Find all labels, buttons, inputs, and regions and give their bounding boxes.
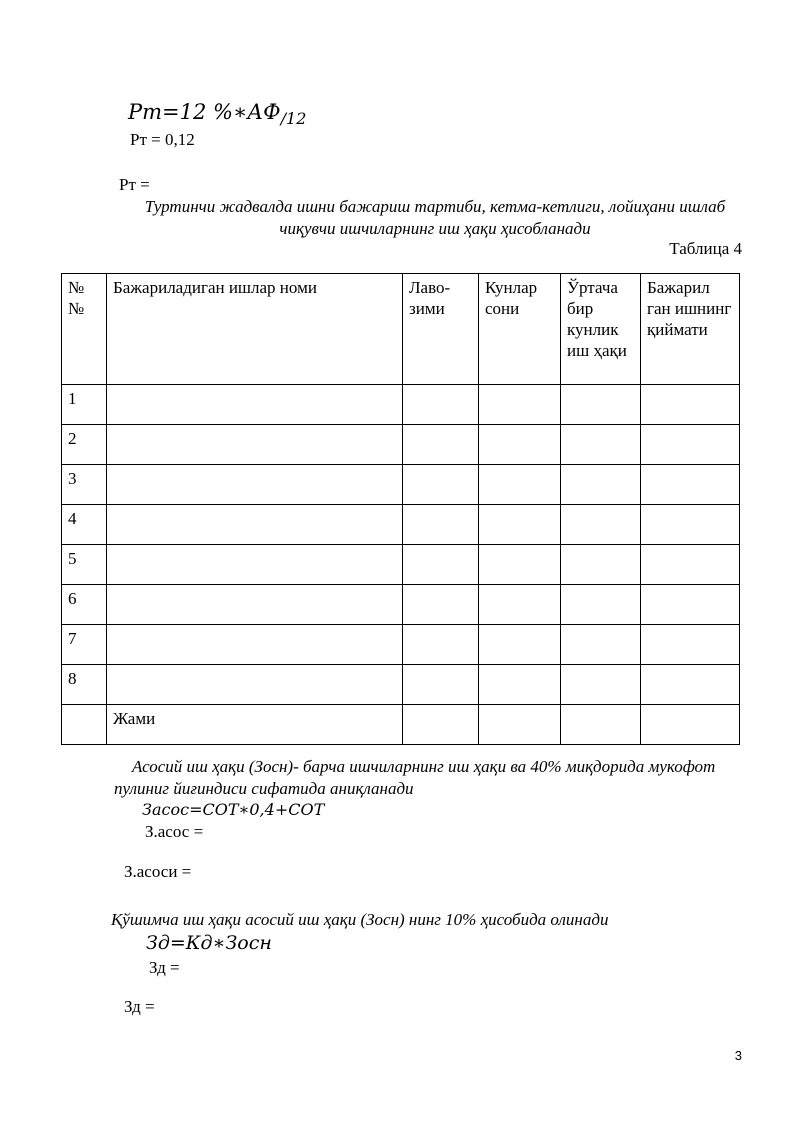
table-cell [107, 545, 403, 585]
formula-rt-lhs: Рт [128, 100, 163, 124]
table-cell: 3 [62, 465, 107, 505]
table-cell: 7 [62, 625, 107, 665]
table-cell [403, 465, 479, 505]
table-cell [561, 465, 641, 505]
table-cell [561, 545, 641, 585]
table-row [62, 665, 740, 705]
formula-extra: Зд=Кд∗Зосн [146, 932, 272, 954]
table-header-cell: № № [62, 274, 107, 385]
table-cell [561, 625, 641, 665]
table-cell [561, 585, 641, 625]
page-number: 3 [734, 1048, 742, 1063]
table-cell: 1 [62, 385, 107, 425]
extra-line-2: Зд = [124, 997, 155, 1016]
table-cell: 2 [62, 425, 107, 465]
table-cell [107, 625, 403, 665]
table-cell [561, 505, 641, 545]
formula-rt-eq: = [162, 100, 180, 124]
table-caption: Таблица 4 [669, 239, 742, 258]
table-cell [479, 665, 561, 705]
table-cell: 6 [62, 585, 107, 625]
table-cell [403, 385, 479, 425]
table-cell [403, 545, 479, 585]
table-cell [561, 425, 641, 465]
table-cell [641, 705, 740, 745]
table-cell [107, 585, 403, 625]
table-cell [403, 585, 479, 625]
table-cell [107, 505, 403, 545]
table-cell [403, 665, 479, 705]
table-header-cell: Ўртача бир кунлик иш ҳақи [561, 274, 641, 385]
works-table [61, 273, 740, 745]
table-cell [403, 705, 479, 745]
table-cell [479, 585, 561, 625]
table-header-cell: Кунлар сони [479, 274, 561, 385]
basic-line-2: З.асоси = [124, 862, 192, 881]
table-cell [561, 385, 641, 425]
table-cell: 4 [62, 505, 107, 545]
extra-wage-paragraph: Қўшимча иш ҳақи асосий иш ҳақи (Зосн) нинг 10% ҳисобида олинади [111, 910, 609, 929]
table-row [62, 625, 740, 665]
formula-basic: Засос=СОТ∗0,4+СОТ [142, 800, 325, 819]
table-cell: 8 [62, 665, 107, 705]
table-cell [479, 385, 561, 425]
rt-value: Рт = 0,12 [130, 130, 195, 149]
formula-rt-rhs: 12 %∗АФ [179, 100, 281, 124]
basic-wage-paragraph: Асосий иш ҳақи (Зосн)- барча ишчиларнинг иш ҳақи ва 40% миқдорида мукофот пулиниг йиғиндиси сифатида аниқланади [114, 757, 716, 798]
table-header-cell: Бажариладиган ишлар номи [107, 274, 403, 385]
table-cell [641, 425, 740, 465]
table-cell [641, 545, 740, 585]
table-row [62, 585, 740, 625]
extra-line-1: Зд = [149, 958, 180, 977]
rt-line: Рт = [119, 175, 150, 194]
table-cell [479, 545, 561, 585]
table-cell [62, 705, 107, 745]
formula-rt [128, 100, 306, 128]
table-cell [479, 705, 561, 745]
table-row [62, 545, 740, 585]
table-cell [107, 385, 403, 425]
table-cell [641, 585, 740, 625]
table-cell [479, 505, 561, 545]
table-cell [479, 425, 561, 465]
table-cell [107, 425, 403, 465]
table-cell [107, 465, 403, 505]
table-cell [403, 625, 479, 665]
table-header-row [62, 274, 740, 385]
table-row [62, 425, 740, 465]
table-cell: Жами [107, 705, 403, 745]
formula-rt-sub: /12 [280, 109, 307, 128]
table-cell [403, 505, 479, 545]
table-cell [107, 665, 403, 705]
basic-line-1: З.асос = [145, 822, 204, 841]
table-row [62, 505, 740, 545]
table-cell [641, 505, 740, 545]
table-cell [641, 385, 740, 425]
table-cell [479, 625, 561, 665]
table-row [62, 465, 740, 505]
table-header-cell: Бажарил ган ишнинг қиймати [641, 274, 740, 385]
table-cell [403, 425, 479, 465]
table-cell: 5 [62, 545, 107, 585]
table-row [62, 705, 740, 745]
table-cell [561, 705, 641, 745]
intro-paragraph: Туртинчи жадвалда ишни бажариш тартиби, кетма-кетлиги, лойиҳани ишлаб чиқувчи ишчиларнинг иш ҳақи ҳисобланади [144, 197, 726, 238]
table-row [62, 385, 740, 425]
table-cell [479, 465, 561, 505]
table-header-cell: Лаво-зими [403, 274, 479, 385]
table-cell [641, 465, 740, 505]
table-cell [641, 625, 740, 665]
table-cell [641, 665, 740, 705]
table-cell [561, 665, 641, 705]
